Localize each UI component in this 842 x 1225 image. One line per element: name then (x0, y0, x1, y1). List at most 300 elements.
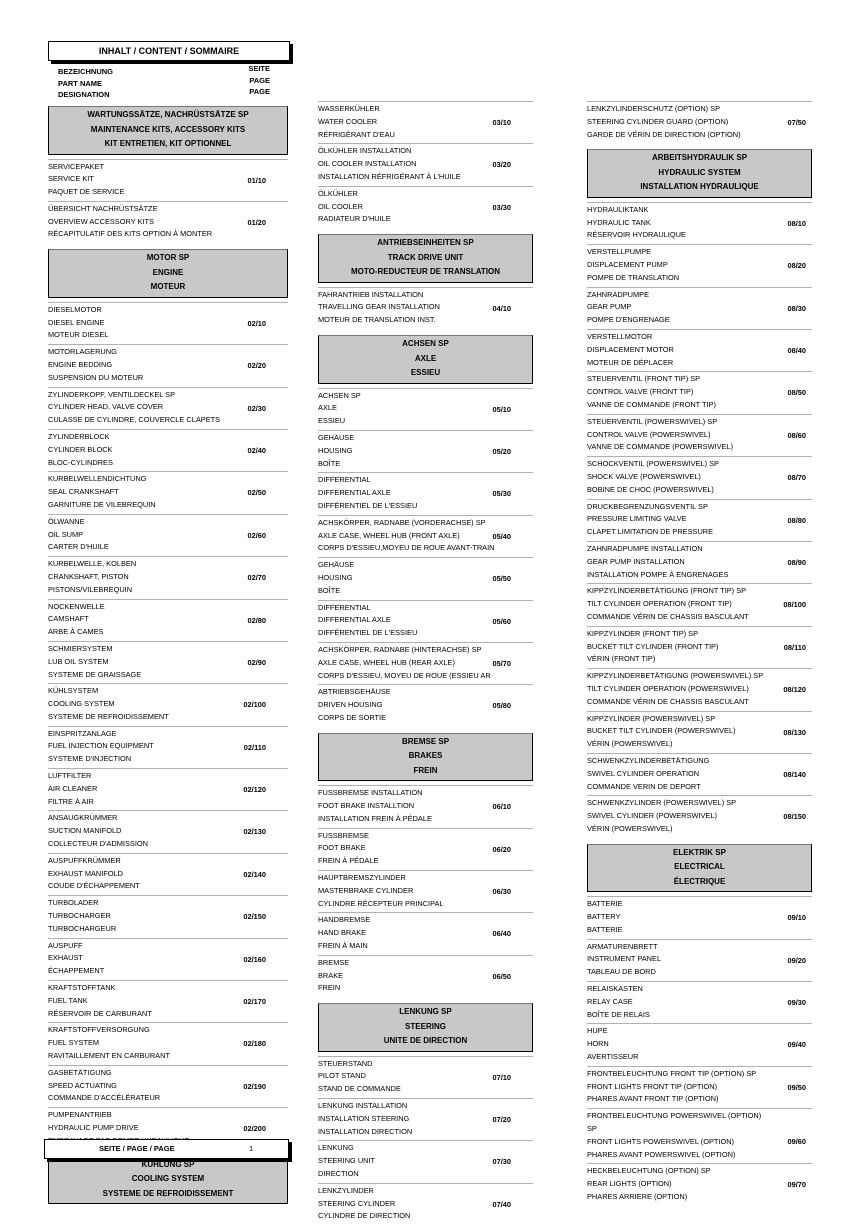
toc-entry[interactable] (318, 1056, 533, 1098)
entry-page-number: 02/120 (243, 785, 266, 795)
toc-entry[interactable] (48, 429, 288, 471)
entry-page-number: 02/140 (243, 869, 266, 879)
entry-label-line: BREMSE (318, 957, 350, 967)
entry-label-line: ESSIEU (318, 416, 346, 426)
entry-label-line: CLAPET LIMITATION DE PRESSURE (587, 527, 714, 537)
entry-label-line: ZAHNRADPUMPE INSTALLATION (587, 544, 703, 554)
toc-entry[interactable] (587, 939, 812, 981)
entry-label-line: SCHWENKZYLINDER (POWERSWIVEL) SP (587, 798, 737, 808)
entry-label-line: DIESEL ENGINE (48, 317, 105, 327)
toc-entry[interactable] (587, 981, 812, 1023)
section-title-line: AXLE (414, 353, 437, 363)
entry-page-number: 01/20 (247, 217, 266, 227)
page-footer (44, 1139, 289, 1159)
toc-entry[interactable] (48, 471, 288, 513)
entry-label-line: CONTROL VALVE (FRONT TIP) (587, 387, 694, 397)
entry-page-number: 08/110 (783, 642, 806, 652)
toc-entry[interactable] (318, 642, 533, 684)
entry-label-line: BATTERIE (587, 899, 623, 909)
toc-entry[interactable] (318, 870, 533, 912)
toc-entry[interactable] (48, 768, 288, 810)
entry-label-line: ACHSKÖRPER, RADNABE (VORDERACHSE) SP (318, 517, 486, 527)
toc-entry[interactable] (318, 557, 533, 599)
toc-entry[interactable] (587, 541, 812, 583)
entry-page-number: 07/30 (492, 1157, 511, 1167)
entry-label-line: LUFTFILTER (48, 771, 92, 781)
entry-label-line: ÖLKÜHLER INSTALLATION (318, 146, 412, 156)
entry-label-line: FOOT BRAKE INSTALLTION (318, 800, 415, 810)
toc-entry[interactable] (48, 641, 288, 683)
entry-page-number: 05/50 (492, 574, 511, 584)
entry-label-line: SHOCK VALVE (POWERSWIVEL) (587, 472, 701, 482)
entry-label-line: SERVICE KIT (48, 174, 94, 184)
entry-page-number: 03/30 (492, 202, 511, 212)
entry-page-number: 02/180 (243, 1039, 266, 1049)
toc-entry[interactable] (48, 1022, 288, 1064)
toc-entry[interactable] (318, 1183, 533, 1225)
entry-label-line: GARDE DE VÉRIN DE DIRECTION (OPTION) (587, 129, 741, 139)
toc-entry[interactable] (48, 599, 288, 641)
section-title-line: ARBEITSHYDRAULIK SP (651, 153, 748, 163)
entry-label-line: FUEL TANK (48, 995, 88, 1005)
section-title-line: ÉLECTRIQUE (673, 876, 726, 886)
entry-label-line: COLLECTEUR D'ADMISSION (48, 839, 148, 849)
entry-label-line: COUDE D'ÉCHAPPEMENT (48, 881, 140, 891)
entry-label-line: FREIN À PÉDALE (318, 856, 379, 866)
entry-label-line: MASTERBRAKE CYLINDER (318, 885, 414, 895)
section-title-line: HYDRAULIC SYSTEM (658, 167, 741, 177)
entry-label-line: AUSPUFF (48, 940, 83, 950)
header-label-right: PAGE (249, 87, 270, 96)
entry-label-line: KÜHLSYSTEM (48, 686, 99, 696)
entry-label-line: KRAFTSTOFFTANK (48, 983, 116, 993)
toc-entry[interactable] (587, 244, 812, 286)
toc-entry[interactable] (587, 414, 812, 456)
entry-label-line: BATTERY (587, 912, 621, 922)
entry-label-line: BOÎTE (318, 458, 341, 468)
entry-label-line: INSTALLATION DIRECTION (318, 1126, 413, 1136)
entry-label-line: STEERING CYLINDER GUARD (OPTION) (587, 116, 729, 126)
entry-label-line: HOUSING (318, 445, 353, 455)
section-title-line: BREMSE SP (401, 736, 450, 746)
entry-label-line: BOBINE DE CHOC (POWERSWIVEL) (587, 484, 714, 494)
entry-label-line: HAUPTBREMSZYLINDER (318, 872, 406, 882)
entry-label-line: KIPPZYLINDER (POWERSWIVEL) SP (587, 713, 716, 723)
entry-label-line: ZAHNRADPUMPE (587, 289, 650, 299)
toc-entry[interactable] (318, 430, 533, 472)
entry-label-line: PAQUET DE SERVICE (48, 187, 125, 197)
entry-page-number: 08/140 (783, 769, 806, 779)
entry-label-line: AUSPUFFKRÜMMER (48, 855, 121, 865)
entry-page-number: 08/30 (787, 303, 806, 313)
toc-entry[interactable] (318, 955, 533, 997)
entry-label-line: DIFFÉRENTIEL DE L'ESSIEU (318, 628, 418, 638)
entry-label-line: VERSTELLMOTOR (587, 332, 653, 342)
entry-label-line: KIPPZYLINDER (FRONT TIP) SP (587, 628, 699, 638)
toc-entry[interactable] (587, 626, 812, 668)
entry-label-line: HOUSING (318, 572, 353, 582)
entry-label-line: CORPS DE SORTIE (318, 712, 387, 722)
toc-entry[interactable] (318, 287, 533, 329)
entry-page-number: 06/20 (492, 844, 511, 854)
entry-label-line: SERVICEPAKET (48, 161, 104, 171)
section-header (587, 149, 812, 198)
entry-label-line: OIL SUMP (48, 529, 84, 539)
entry-page-number: 04/10 (492, 303, 511, 313)
entry-page-number: 09/50 (787, 1082, 806, 1092)
entry-page-number: 08/80 (787, 515, 806, 525)
entry-label-line: DISPLACEMENT PUMP (587, 260, 668, 270)
entry-page-number: 02/190 (243, 1081, 266, 1091)
entry-label-line: GARNITURE DE VILEBREQUIN (48, 499, 156, 509)
toc-entry[interactable] (587, 795, 812, 837)
header-label-right: SEITE (248, 64, 270, 73)
entry-label-line: ZYLINDERBLOCK (48, 431, 110, 441)
entry-label-line: ACHSEN SP (318, 390, 361, 400)
section-title-line: WARTUNGSSÄTZE, NACHRÜSTSÄTZE SP (87, 110, 249, 119)
entry-label-line: TILT CYLINDER OPERATION (POWERSWIVEL) (587, 683, 749, 693)
entry-page-number: 09/70 (787, 1180, 806, 1190)
section-header (318, 335, 533, 384)
entry-page-number: 08/100 (783, 600, 806, 610)
entry-label-line: ANSAUGKRÜMMER (48, 813, 118, 823)
entry-label-line: LENKZYLINDERSCHUTZ (OPTION) SP (587, 104, 721, 113)
entry-label-line: BUCKET TILT CYLINDER (POWERSWIVEL) (587, 726, 736, 736)
entry-label-line: FUEL INJECTION EQUIPMENT (48, 741, 154, 751)
section-title-line: UNITE DE DIRECTION (383, 1036, 468, 1046)
section-header (48, 249, 288, 298)
entry-page-number: 02/80 (247, 615, 266, 625)
entry-label-line: CAMSHAFT (48, 614, 89, 624)
section-title-line: MAINTENANCE KITS, ACCESSORY KITS (90, 124, 246, 134)
entry-label-line: SCHOCKVENTIL (POWERSWIVEL) SP (587, 459, 719, 469)
toc-entry[interactable] (318, 600, 533, 642)
entry-label-line: DIFFERENTIAL (318, 475, 371, 485)
entry-page-number: 08/20 (787, 261, 806, 271)
entry-label-line: VÉRIN (POWERSWIVEL) (587, 739, 673, 749)
header-row (58, 66, 270, 78)
entry-label-line: HANDBREMSE (318, 915, 371, 925)
toc-entry[interactable] (48, 159, 288, 201)
column-header-labels (58, 66, 270, 101)
entry-label-line: CYLINDRE DE DIRECTION (318, 1211, 411, 1221)
header-label-left: PART NAME (58, 78, 103, 88)
entry-label-line: PHARES ARRIERE (OPTION) (587, 1191, 688, 1201)
entry-label-line: KURBELWELLENDICHTUNG (48, 474, 147, 484)
entry-label-line: KRAFTSTOFFVERSORGUNG (48, 1025, 150, 1035)
entry-label-line: INSTALLATION STEERING (318, 1113, 410, 1123)
page-title: INHALT / CONTENT / SOMMAIRE (48, 41, 290, 61)
entry-label-line: FREIN (318, 983, 341, 993)
entry-label-line: TRAVELLING GEAR INSTALLATION (318, 302, 440, 312)
entry-label-line: KURBELWELLE, KOLBEN (48, 559, 137, 569)
toc-entry[interactable] (587, 753, 812, 795)
entry-label-line: INSTALLATION FREIN À PÉDALE (318, 813, 432, 823)
entry-label-line: OIL COOLER INSTALLATION (318, 159, 417, 169)
entry-label-line: BATTERIE (587, 924, 623, 934)
entry-page-number: 02/130 (243, 827, 266, 837)
toc-entry[interactable] (587, 101, 812, 143)
entry-label-line: SYSTEME DE REFROIDISSEMENT (48, 711, 169, 721)
entry-page-number: 02/200 (243, 1124, 266, 1134)
section-title-line: COOLING SYSTEM (131, 1174, 205, 1184)
entry-label-line: STEERING UNIT (318, 1156, 376, 1166)
entry-label-line: PISTONS/VILEBREQUIN (48, 584, 133, 594)
entry-page-number: 05/20 (492, 446, 511, 456)
toc-entry[interactable] (48, 938, 288, 980)
entry-label-line: DIFFERENTIAL AXLE (318, 488, 391, 498)
entry-label-line: FUSSBREMSE (318, 830, 369, 840)
entry-label-line: BOÎTE (318, 585, 341, 595)
toc-entry[interactable] (48, 514, 288, 556)
toc-entry[interactable] (587, 583, 812, 625)
entry-label-line: MOTEUR DE TRANSLATION INST. (318, 315, 436, 325)
section-title-line: ESSIEU (410, 368, 441, 378)
toc-entry[interactable] (587, 711, 812, 753)
toc-entry[interactable] (318, 143, 533, 185)
entry-page-number: 06/40 (492, 929, 511, 939)
section-title-line: TRACK DRIVE UNIT (387, 252, 464, 262)
section-title-line: ANTRIEBSEINHEITEN SP (377, 238, 474, 248)
entry-page-number: 08/60 (787, 430, 806, 440)
entry-page-number: 08/40 (787, 346, 806, 356)
entry-label-line: COMMANDE D'ACCÉLÉRATEUR (48, 1093, 161, 1103)
section-title-line: MOTOR SP (146, 253, 190, 263)
entry-label-line: INSTALLATION RÉFRIGÉRANT À L'HUILE (318, 171, 461, 181)
entry-page-number: 06/30 (492, 886, 511, 896)
entry-label-line: AIR CLEANER (48, 783, 98, 793)
entry-page-number: 02/170 (243, 997, 266, 1007)
entry-label-line: CYLINDER HEAD, VALVE COVER (48, 402, 164, 412)
entry-label-line: GEAR PUMP INSTALLATION (587, 556, 685, 566)
entry-page-number: 07/40 (492, 1199, 511, 1209)
toc-entry[interactable] (587, 1023, 812, 1065)
toc-entry[interactable] (587, 1066, 812, 1108)
entry-page-number: 02/60 (247, 530, 266, 540)
entry-page-number: 05/40 (492, 531, 511, 541)
header-label-left: DESIGNATION (58, 90, 110, 99)
entry-label-line: RÉCAPITULATIF DES KITS OPTION À MONTER (48, 229, 213, 239)
entry-page-number: 08/50 (787, 388, 806, 398)
entry-label-line: COMMANDE VÉRIN DE CHASSIS BASCULANT (587, 696, 749, 706)
toc-entry[interactable] (318, 1140, 533, 1182)
entry-label-line: RÉSERVOIR HYDRAULIQUE (587, 230, 686, 240)
entry-label-line: SP (587, 1124, 597, 1133)
section-header (318, 733, 533, 782)
entry-label-line: ÖLKÜHLER (318, 188, 358, 198)
entry-label-line: PHARES AVANT POWERSWIVEL (OPTION) (587, 1149, 736, 1159)
toc-entry[interactable] (48, 387, 288, 429)
entry-label-line: SCHWENKZYLINDERBETÄTIGUNG (587, 755, 710, 765)
toc-entry[interactable] (48, 980, 288, 1022)
entry-label-line: PHARES AVANT FRONT TIP (OPTION) (587, 1094, 719, 1104)
toc-entry[interactable] (318, 101, 533, 143)
entry-label-line: TURBOCHARGEUR (48, 923, 117, 933)
entry-label-line: RADIATEUR D'HUILE (318, 214, 391, 224)
toc-entry[interactable] (318, 912, 533, 954)
entry-page-number: 05/60 (492, 616, 511, 626)
entry-label-line: REAR LIGHTS (OPTION) (587, 1179, 672, 1189)
toc-entry[interactable] (587, 329, 812, 371)
section-title-line: STEERING (405, 1021, 446, 1031)
header-row (58, 75, 270, 90)
toc-entry[interactable] (48, 810, 288, 852)
entry-label-line: SUSPENSION DU MOTEUR (48, 372, 144, 382)
entry-label-line: FRONTBELEUCHTUNG POWERSWIVEL (OPTION) (587, 1111, 762, 1121)
toc-entry[interactable] (318, 1098, 533, 1140)
toc-entry[interactable] (587, 456, 812, 498)
toc-entry[interactable] (587, 202, 812, 244)
entry-label-line: CONTROL VALVE (POWERSWIVEL) (587, 429, 711, 439)
entry-page-number: 09/60 (787, 1136, 806, 1146)
entry-label-line: CYLINDER BLOCK (48, 444, 113, 454)
section-header (48, 1156, 288, 1205)
entry-page-number: 03/10 (492, 118, 511, 127)
entry-label-line: DIFFÉRENTIEL DE L'ESSIEU (318, 500, 418, 510)
entry-label-line: STEUERVENTIL (FRONT TIP) SP (587, 374, 701, 384)
entry-page-number: 05/30 (492, 489, 511, 499)
entry-label-line: BRAKE (318, 970, 344, 980)
entry-label-line: FREIN À MAIN (318, 940, 368, 950)
entry-label-line: FRONT LIGHTS POWERSWIVEL (OPTION) (587, 1136, 735, 1146)
section-title-line: ENGINE (152, 267, 184, 277)
toc-column-3 (587, 101, 812, 1206)
toc-entry[interactable] (48, 344, 288, 386)
toc-entry[interactable] (318, 388, 533, 430)
entry-label-line: OVERVIEW ACCESSORY KITS (48, 216, 154, 226)
section-title-line: ELECTRICAL (674, 862, 725, 872)
toc-entry[interactable] (48, 201, 288, 243)
entry-label-line: FAHRANTRIEB INSTALLATION (318, 289, 424, 299)
entry-page-number: 03/20 (492, 160, 511, 170)
entry-label-line: COOLING SYSTEM (48, 699, 115, 709)
entry-page-number: 02/10 (247, 318, 266, 328)
entry-label-line: DRUCKBEGRENZUNGSVENTIL SP (587, 501, 708, 511)
entry-label-line: KIPPZYLINDERBETÄTIGUNG (POWERSWIVEL) SP (587, 671, 764, 681)
entry-label-line: ENGINE BEDDING (48, 359, 113, 369)
toc-entry[interactable] (318, 472, 533, 514)
entry-label-line: FRONT LIGHTS FRONT TIP (OPTION) (587, 1081, 718, 1091)
toc-entry[interactable] (48, 1065, 288, 1107)
entry-label-line: STAND DE COMMANDE (318, 1084, 401, 1094)
section-title-line: KIT ENTRETIEN, KIT OPTIONNEL (104, 139, 232, 148)
toc-entry[interactable] (318, 828, 533, 870)
toc-entry[interactable] (587, 287, 812, 329)
entry-label-line: RELAISKASTEN (587, 984, 643, 994)
toc-entry[interactable] (587, 371, 812, 413)
entry-label-line: POMPE D'ENGRENAGE (587, 315, 670, 325)
entry-label-line: VANNE DE COMMANDE (POWERSWIVEL) (587, 442, 734, 452)
entry-label-line: AXLE CASE, WHEEL HUB (FRONT AXLE) (318, 530, 460, 540)
section-title-line: FREIN (413, 765, 438, 775)
entry-label-line: PUMPENANTRIEB (48, 1110, 112, 1120)
entry-label-line: STEUERSTAND (318, 1058, 373, 1068)
entry-page-number: 02/40 (247, 445, 266, 455)
entry-label-line: GEHÄUSE (318, 432, 355, 442)
entry-page-number: 05/70 (492, 658, 511, 668)
entry-page-number: 09/20 (787, 955, 806, 965)
entry-label-line: SWIVEL CYLINDER (POWERSWIVEL) (587, 811, 717, 821)
entry-label-line: INSTALLATION POMPE À ENGRENAGES (587, 569, 729, 579)
toc-entry[interactable] (48, 895, 288, 937)
entry-label-line: SYSTEME D'INJECTION (48, 754, 132, 764)
entry-page-number: 02/70 (247, 573, 266, 583)
toc-entry[interactable] (48, 683, 288, 725)
toc-entry[interactable] (318, 515, 533, 557)
entry-label-line: HYDRAULIC TANK (587, 217, 651, 227)
section-header (48, 106, 288, 155)
entry-label-line: GASBETÄTIGUNG (48, 1067, 112, 1077)
entry-label-line: TILT CYLINDER OPERATION (FRONT TIP) (587, 599, 732, 609)
entry-label-line: VANNE DE COMMANDE (FRONT TIP) (587, 400, 716, 410)
toc-entry[interactable] (48, 556, 288, 598)
entry-page-number: 09/30 (787, 998, 806, 1008)
entry-label-line: RÉFRIGÉRANT D'EAU (318, 129, 395, 139)
toc-entry[interactable] (587, 896, 812, 938)
toc-entry[interactable] (318, 684, 533, 726)
toc-column-1 (48, 106, 288, 1208)
toc-entry[interactable] (587, 499, 812, 541)
entry-page-number: 08/10 (787, 218, 806, 228)
toc-entry[interactable] (587, 1163, 812, 1205)
entry-label-line: RAVITAILLEMENT EN CARBURANT (48, 1051, 170, 1061)
section-title-line: KÜHLUNG SP (141, 1159, 195, 1169)
entry-page-number: 05/10 (492, 404, 511, 414)
entry-page-number: 07/10 (492, 1072, 511, 1082)
entry-label-line: MOTEUR DIESEL (48, 330, 109, 340)
entry-label-line: DIESELMOTOR (48, 304, 102, 314)
entry-label-line: RELAY CASE (587, 996, 633, 1006)
toc-entry[interactable] (48, 853, 288, 895)
entry-page-number: 08/120 (783, 685, 806, 695)
entry-label-line: DIFFERENTIAL (318, 602, 371, 612)
footer-page-number: 1 (249, 1144, 254, 1153)
entry-label-line: ÉCHAPPEMENT (48, 966, 105, 976)
entry-label-line: EXHAUST MANIFOLD (48, 868, 124, 878)
entry-label-line: CORPS D'ESSIEU, MOYEU DE ROUE (ESSIEU AR (318, 670, 491, 680)
entry-label-line: RÉSERVOIR DE CARBURANT (48, 1008, 152, 1018)
entry-label-line: VERSTELLPUMPE (587, 247, 652, 257)
section-title-line: INSTALLATION HYDRAULIQUE (640, 182, 759, 192)
entry-label-line: ÖLWANNE (48, 516, 85, 526)
toc-entry[interactable] (48, 302, 288, 344)
toc-column-2 (318, 101, 533, 1225)
entry-label-line: FILTRE À AIR (48, 796, 94, 806)
entry-label-line: HYDRAULIC PUMP DRIVE (48, 1123, 139, 1132)
entry-label-line: SYSTEME DE GRAISSAGE (48, 669, 142, 679)
entry-label-line: FUSSBREMSE INSTALLATION (318, 788, 423, 798)
entry-label-line: MOTEUR DE DÉPLACER (587, 357, 674, 367)
toc-entry[interactable] (318, 785, 533, 827)
entry-label-line: ABTRIEBSGEHÄUSE (318, 687, 391, 697)
entry-label-line: VÉRIN (POWERSWIVEL) (587, 823, 673, 833)
entry-label-line: AVERTISSEUR (587, 1052, 639, 1062)
entry-page-number: 02/160 (243, 954, 266, 964)
toc-entry[interactable] (587, 668, 812, 710)
entry-label-line: STEUERVENTIL (POWERSWIVEL) SP (587, 416, 718, 426)
entry-label-line: ÜBERSICHT NACHRÜSTSÄTZE (48, 203, 158, 213)
entry-label-line: TURBOCHARGER (48, 911, 111, 921)
entry-label-line: TABLEAU DE BORD (587, 967, 656, 977)
section-header (318, 234, 533, 283)
entry-label-line: ZYLINDERKOPF, VENTILDECKEL SP (48, 389, 176, 399)
toc-entry[interactable] (587, 1108, 812, 1163)
entry-label-line: INSTRUMENT PANEL (587, 954, 662, 964)
toc-entry[interactable] (48, 726, 288, 768)
entry-label-line: WASSERKÜHLER (318, 104, 380, 113)
toc-entry[interactable] (318, 186, 533, 228)
entry-label-line: NOCKENWELLE (48, 601, 105, 611)
